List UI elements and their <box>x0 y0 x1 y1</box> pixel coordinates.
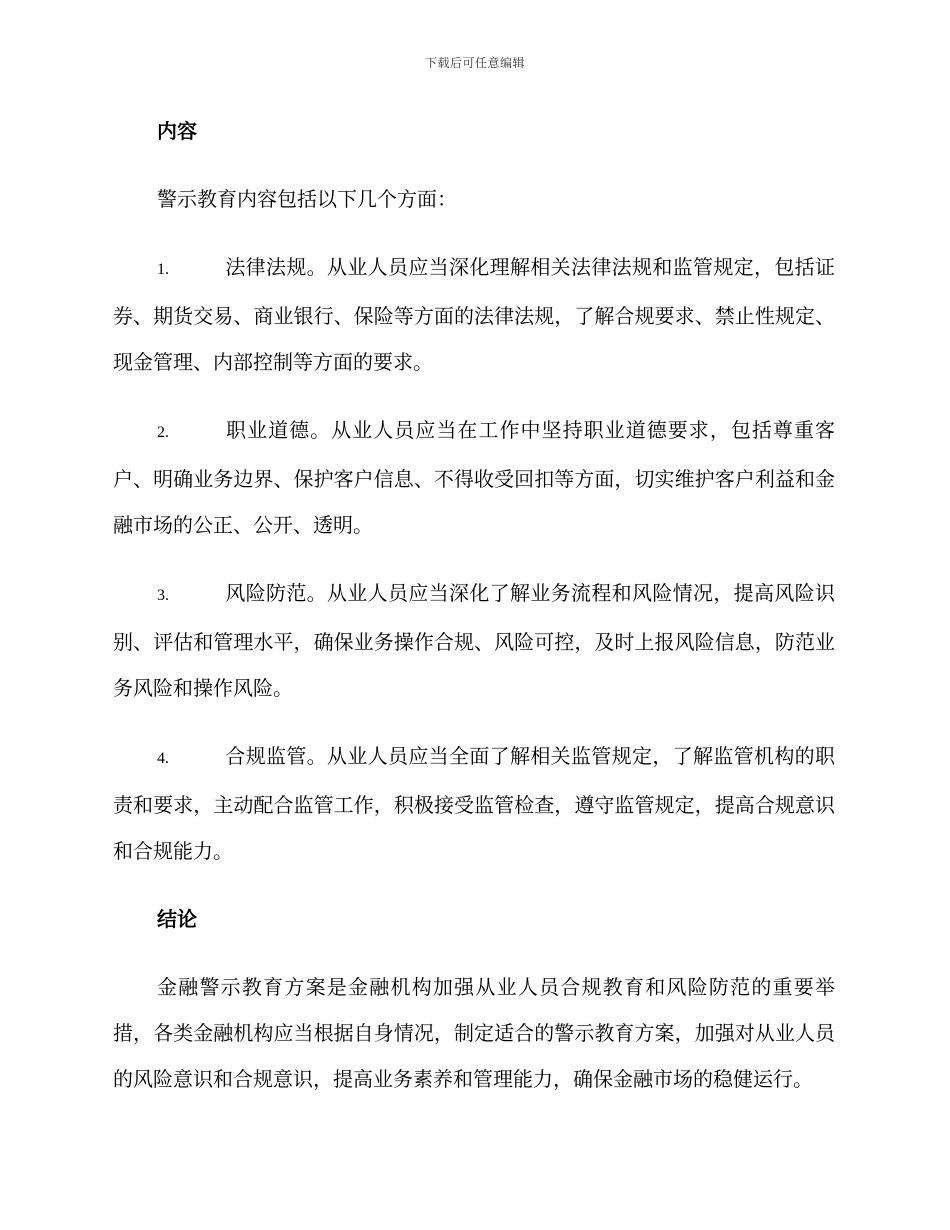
list-number: 4. <box>157 750 169 767</box>
document-body <box>113 108 835 1124</box>
list-item <box>113 407 835 548</box>
list-item <box>113 570 835 711</box>
header-note: 下载后可任意编辑 <box>424 56 525 70</box>
list-item-text: 法律法规。从业人员应当深化理解相关法律法规和监管规定，包括证券、期货交易、商业银行、保险等方面的法律法规，了解合规要求、禁止性规定、现金管理、内部控制等方面的要求。 <box>113 255 835 374</box>
list-item-text: 风险防范。从业人员应当深化了解业务流程和风险情况，提高风险识别、评估和管理水平，确保业务操作合规、风险可控，及时上报风险信息，防范业务风险和操作风险。 <box>113 581 835 700</box>
list-item <box>113 244 835 385</box>
conclusion-paragraph: 金融警示教育方案是金融机构加强从业人员合规教育和风险防范的重要举措，各类金融机构应当根据自身情况，制定适合的警示教育方案，加强对从业人员的风险意识和合规意识，提高业务素养和管理能力，确保金融市场的稳健运行。 <box>113 975 835 1091</box>
intro-paragraph: 警示教育内容包括以下几个方面： <box>157 187 457 211</box>
list-number: 1. <box>157 261 169 278</box>
list-item <box>113 733 835 874</box>
list-item-text: 职业道德。从业人员应当在工作中坚持职业道德要求，包括尊重客户、明确业务边界、保护客户信息、不得收受回扣等方面，切实维护客户利益和金融市场的公正、公开、透明。 <box>113 418 835 537</box>
list-number: 3. <box>157 587 169 604</box>
section-heading-conclusion: 结论 <box>157 907 197 931</box>
list-number: 2. <box>157 424 169 441</box>
section-heading-content: 内容 <box>157 119 197 143</box>
list-item-text: 合规监管。从业人员应当全面了解相关监管规定，了解监管机构的职责和要求，主动配合监管工作，积极接受监管检查，遵守监管规定，提高合规意识和合规能力。 <box>113 744 835 863</box>
